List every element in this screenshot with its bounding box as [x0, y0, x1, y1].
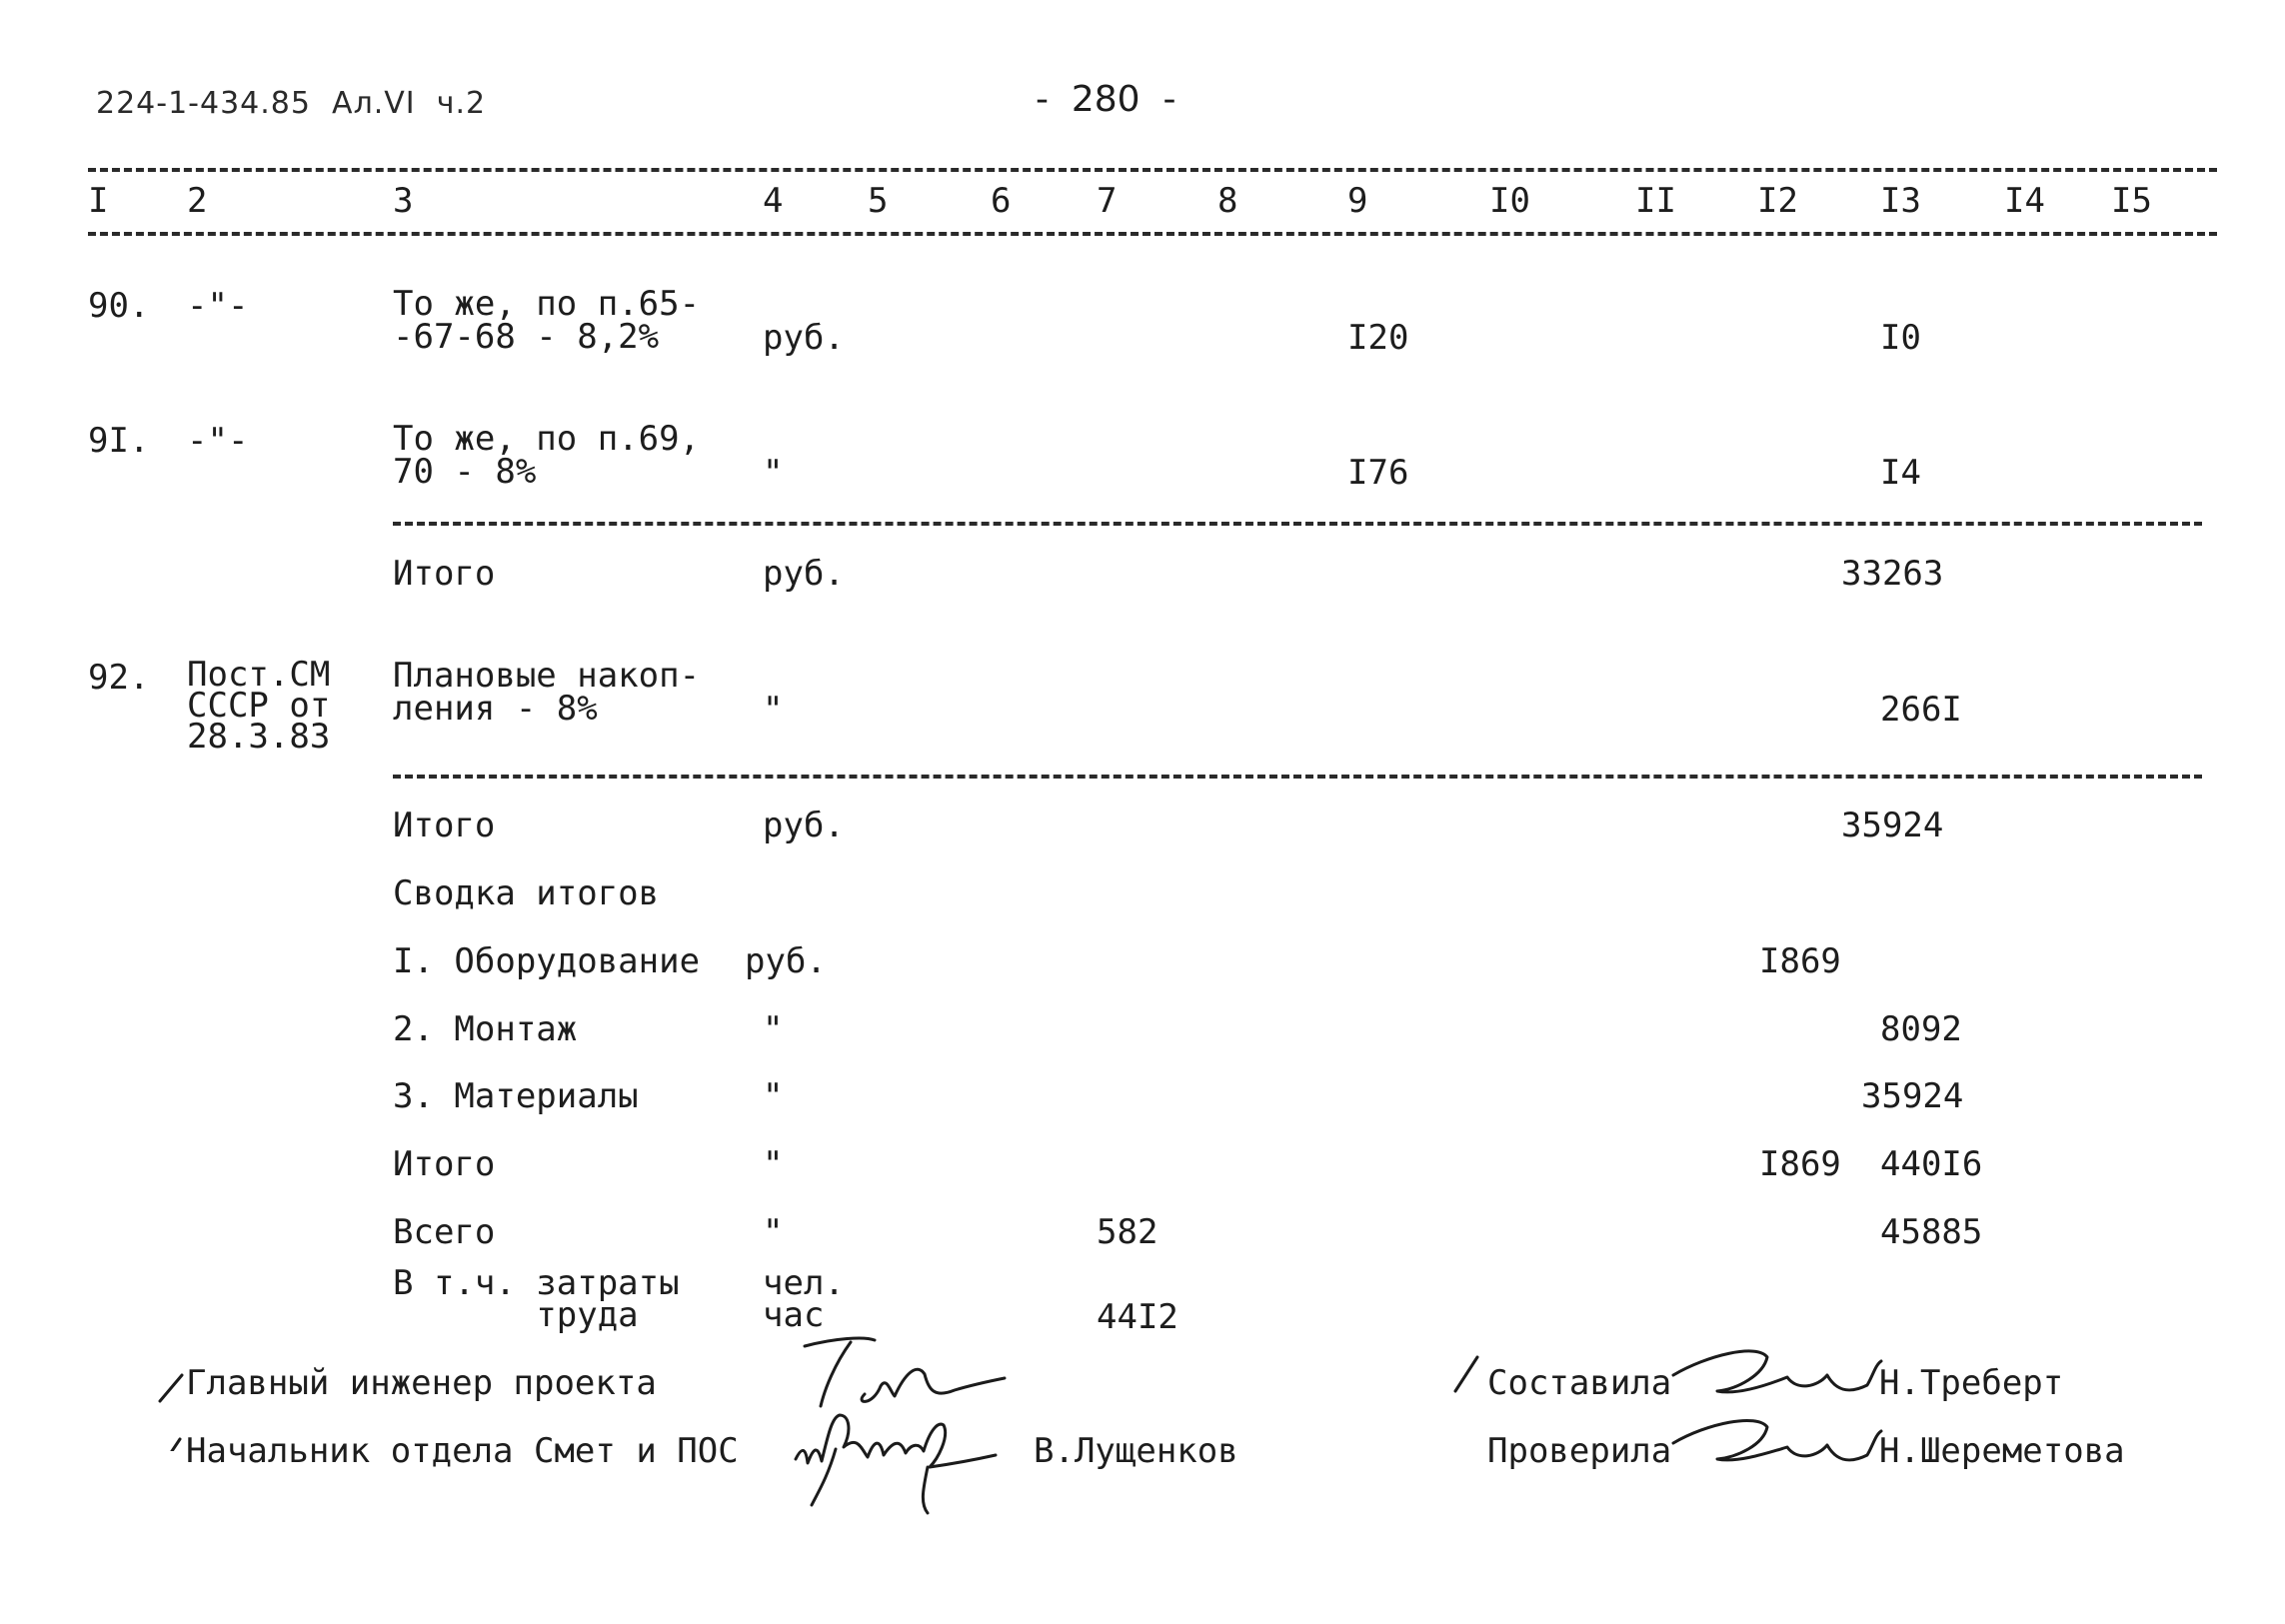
- labor-unit: чел. час: [763, 1263, 845, 1335]
- summary-item-unit: ": [763, 1009, 784, 1049]
- checked-label: Проверила: [1487, 1431, 1672, 1471]
- header-top-rule: [88, 168, 2217, 172]
- subtotal-rule: [393, 775, 2202, 779]
- page-number: - 280 -: [1036, 79, 1176, 120]
- column-header: 3: [393, 181, 414, 221]
- summary-title: Сводка итогов: [393, 873, 660, 913]
- tick-mark-icon: [150, 1361, 190, 1451]
- row-unit: ": [763, 690, 784, 730]
- column-header: I3: [1880, 181, 1921, 221]
- labor-label: В т.ч. затраты труда: [393, 1263, 680, 1335]
- summary-item-label: 3. Материалы: [393, 1076, 639, 1116]
- column-header: I5: [2111, 181, 2152, 221]
- column-header: I0: [1489, 181, 1530, 221]
- row-number: 92.: [88, 658, 150, 698]
- header-bottom-rule: [88, 232, 2217, 236]
- row-unit: ": [763, 453, 784, 493]
- subtotal-label: Итого: [393, 806, 496, 845]
- subtotal-unit: руб.: [763, 554, 845, 594]
- subtotal-unit: руб.: [763, 806, 845, 845]
- column-header: II: [1635, 181, 1676, 221]
- summary-item-col12: I869: [1759, 941, 1841, 981]
- signature-dept-head: [788, 1407, 1018, 1517]
- summary-item-col12: I869: [1759, 1144, 1841, 1184]
- chief-engineer-title: Главный инженер проекта: [186, 1363, 657, 1403]
- summary-item-unit: ": [763, 1076, 784, 1116]
- signature-compiled: [1667, 1335, 1887, 1415]
- row-col13-value: I0: [1880, 318, 1921, 358]
- summary-item-col13: 8092: [1880, 1009, 1962, 1049]
- column-header: 9: [1347, 181, 1368, 221]
- summary-item-col13: 35924: [1861, 1076, 1964, 1116]
- row-description: То же, по п.65- -67-68 - 8,2%: [393, 284, 701, 357]
- row-number: 9I.: [88, 421, 150, 461]
- row-col13-value: I4: [1880, 453, 1921, 493]
- row-col13-value: 266I: [1880, 690, 1962, 730]
- row-col9-value: I76: [1347, 453, 1409, 493]
- column-header: 4: [763, 181, 784, 221]
- compiled-label: Составила: [1487, 1363, 1672, 1403]
- document-code: 224-1-434.85 Ал.VI ч.2: [96, 86, 487, 121]
- row-unit: руб.: [763, 318, 845, 358]
- row-basis: -"-: [187, 286, 249, 326]
- total-col13: 45885: [1880, 1212, 1983, 1252]
- column-header: I: [88, 181, 109, 221]
- column-header: 5: [868, 181, 889, 221]
- compiled-name: Н.Треберт: [1879, 1363, 2064, 1403]
- row-col9-value: I20: [1347, 318, 1409, 358]
- dept-head-name: В.Лущенков: [1034, 1431, 1238, 1471]
- column-header: 6: [991, 181, 1012, 221]
- row-description: Плановые накоп- ления - 8%: [393, 656, 701, 729]
- subtotal-value: 33263: [1841, 554, 1944, 594]
- summary-item-label: 2. Монтаж: [393, 1009, 578, 1049]
- summary-item-unit: ": [763, 1144, 784, 1184]
- column-header: I2: [1757, 181, 1798, 221]
- row-number: 90.: [88, 286, 150, 326]
- tick-mark-icon: [1447, 1349, 1487, 1399]
- total-unit: ": [763, 1212, 784, 1252]
- labor-col7: 44I2: [1097, 1297, 1178, 1337]
- column-header: 2: [187, 181, 208, 221]
- row-description: То же, по п.69, 70 - 8%: [393, 419, 701, 492]
- row-basis: Пост.СМ СССР от 28.3.83: [187, 655, 331, 757]
- total-label: Всего: [393, 1212, 496, 1252]
- signature-checked: [1667, 1407, 1887, 1487]
- subtotal-rule: [393, 522, 2202, 526]
- total-col7: 582: [1097, 1212, 1158, 1252]
- subtotal-label: Итого: [393, 554, 496, 594]
- column-header: 8: [1217, 181, 1238, 221]
- summary-item-col13: 440I6: [1880, 1144, 1983, 1184]
- signature-chief-engineer: [795, 1334, 1015, 1414]
- dept-head-title: Начальник отдела Смет и ПОС: [186, 1431, 739, 1471]
- column-header: 7: [1097, 181, 1118, 221]
- summary-item-unit: руб.: [745, 941, 827, 981]
- subtotal-value: 35924: [1841, 806, 1944, 845]
- row-basis: -"-: [187, 421, 249, 461]
- summary-item-label: I. Оборудование: [393, 941, 701, 981]
- summary-item-label: Итого: [393, 1144, 496, 1184]
- column-header: I4: [2004, 181, 2045, 221]
- checked-name: Н.Шереметова: [1879, 1431, 2125, 1471]
